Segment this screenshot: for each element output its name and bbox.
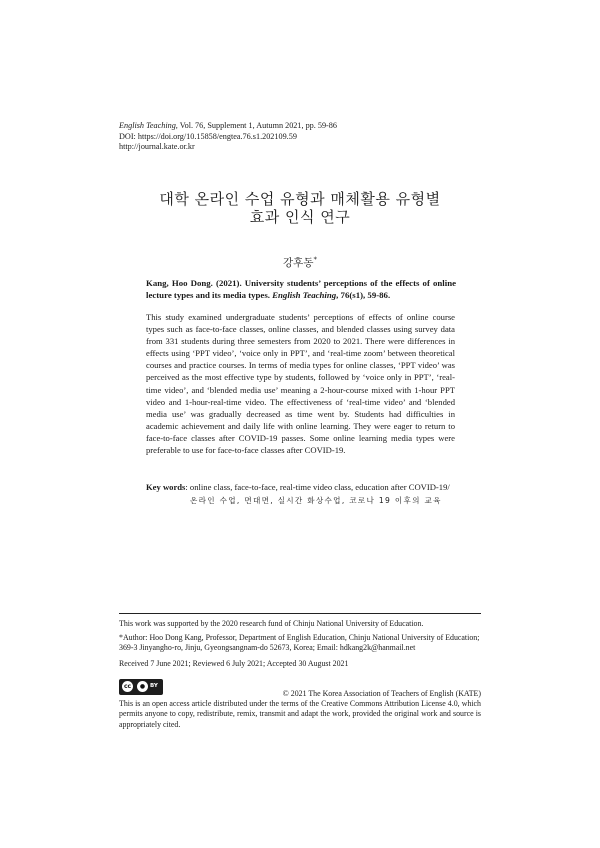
citation-part-2: , 76(s1), 59-86.	[336, 290, 391, 301]
doi-line[interactable]: DOI: https://doi.org/10.15858/engtea.76.s1.202109.59	[119, 131, 297, 141]
author-note: *Author: Hoo Dong Kang, Professor, Department of English Education, Chinju National University of Education; 369-3 Jinyangho-ro, Jinju, Gyeongsangnam-do 52673, Korea; Email: hdkang2k@hanmail.net	[119, 633, 480, 653]
footnote-divider	[119, 613, 481, 614]
by-label: BY	[150, 683, 158, 689]
attribution-person-icon: ●	[137, 681, 148, 692]
journal-name: English Teaching	[119, 121, 176, 130]
journal-citation-line	[119, 121, 337, 132]
author-line	[0, 255, 600, 270]
author-footnote-mark: *	[313, 255, 317, 264]
title-line-1: 대학 온라인 수업 유형과 매체활용 유형별	[159, 190, 441, 208]
keywords-english: : online class, face-to-face, real-time video class, education after COVID-19/	[185, 482, 450, 492]
creative-commons-icon: cc	[123, 683, 132, 690]
abstract-text: This study examined undergraduate students’ perceptions of effects of online course types such as face-to-face classes, online classes, and blended classes using survey data from 331 students during three semesters from 2020 to 2021. There were differences in effects using ‘PPT video’, ‘voice only in PPT’, and ‘real-time zoom’ between theoretical courses and practice courses. In terms of media types for online classes, ‘PPT video’ was perceived as the most effective type by students, followed by ‘voice only in PPT’, ‘real-time video’, and ‘blended media use’ meaning a 2-hour-course mixed with 1-hour PPT video and 1-hour-real-time video. The effectiveness of ‘real-time video’ and ‘blended media use’ was gradually decreased as time went by. Students had difficulties in academic achievement and daily life with online learning. They were eager to return to face-to-face classes after COVID-19 passes. Some online learning media types were preferable to use for face-to-face classes after COVID-19.	[146, 312, 455, 456]
copyright-line: © 2021 The Korea Association of Teachers of English (KATE)	[282, 689, 481, 698]
paper-title	[0, 190, 600, 226]
citation-block	[146, 277, 456, 301]
journal-details: , Vol. 76, Supplement 1, Autumn 2021, pp. 59-86	[175, 121, 337, 130]
keywords-korean: 온라인 수업, 면대면, 실시간 화상수업, 코로나 19 이후의 교육	[190, 496, 442, 506]
keywords-label: Key words	[146, 482, 186, 492]
citation-part-1: Kang, Hoo Dong. (2021). University students’ perceptions of the effects of online lecture types and its media types.	[146, 278, 456, 301]
author-name: 강후동	[283, 257, 314, 269]
title-line-2: 효과 인식 연구	[249, 208, 351, 226]
citation-journal: English Teaching	[272, 290, 337, 301]
funding-note: This work was supported by the 2020 research fund of Chinju National University of Education.	[119, 619, 424, 628]
journal-header	[119, 121, 337, 153]
dates-note: Received 7 June 2021; Reviewed 6 July 2021; Accepted 30 August 2021	[119, 659, 349, 668]
keywords-block	[146, 481, 466, 507]
journal-url[interactable]: http://journal.kate.or.kr	[119, 142, 195, 152]
license-text: This is an open access article distributed under the terms of the Creative Commons Attribution License 4.0, which permits anyone to copy, redistribute, remix, transmit and adapt the work, provided the original work and source is appropriately cited.	[119, 699, 481, 729]
